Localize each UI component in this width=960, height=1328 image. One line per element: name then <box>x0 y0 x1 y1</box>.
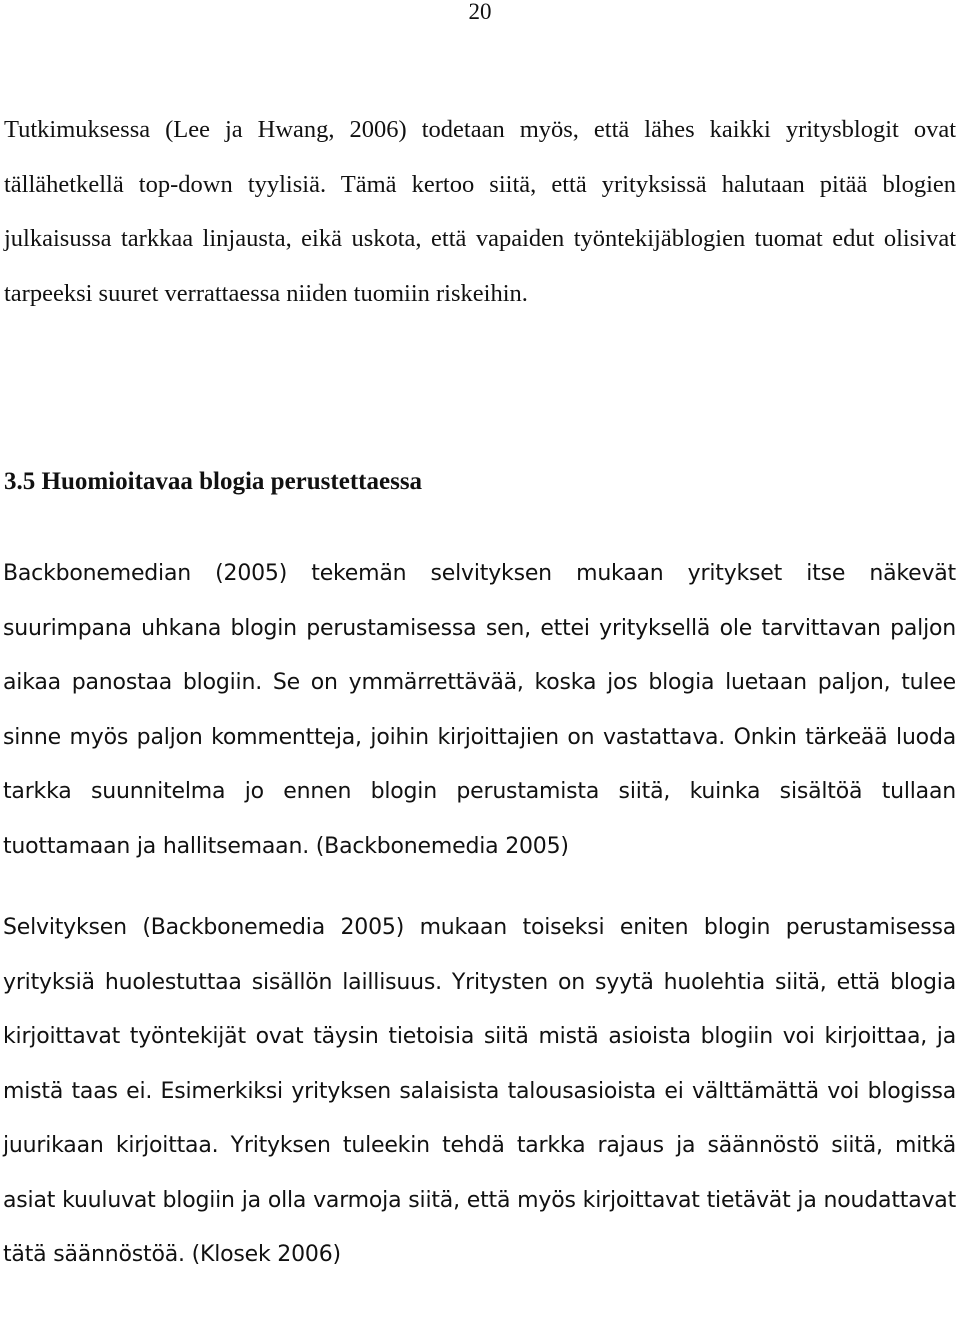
page-number: 20 <box>468 0 492 24</box>
paragraph-backbonemedia-time: Backbonemedian (2005) tekemän selvityksen mukaan yritykset itse näkevät suurimpana uhkana blogin perustamisessa sen, ettei yrityksellä ole tarvittavan paljon aikaa panostaa blogiin. Se on ymmärrettävää, koska jos blogia luetaan paljon, tulee sinne myös paljon kommentteja, joihin kirjoittajien on vastattava. Onkin tärkeää luoda tarkka suunnitelma jo ennen blogin perustamista siitä, kuinka sisältöä tullaan tuottamaan ja hallitsemaan. (Backbonemedia 2005) <box>3 561 956 859</box>
paragraph-lee-hwang: Tutkimuksessa (Lee ja Hwang, 2006) todetaan myös, että lähes kaikki yritysblogit ovat tällähetkellä top-down tyylisiä. Tämä kertoo siitä, että yrityksissä halutaan pitää blogien julkaisussa tarkkaa linjausta, eikä uskota, että vapaiden työntekijäblogien tuomat edut olisivat tarpeeksi suuret verrattaessa niiden tuomiin riskeihin. <box>4 116 956 307</box>
section-heading: 3.5 Huomioitavaa blogia perustettaessa <box>4 468 423 495</box>
paragraph-legality: Selvityksen (Backbonemedia 2005) mukaan toiseksi eniten blogin perustamisessa yrityksiä huolestuttaa sisällön laillisuus. Yritysten on syytä huolehtia siitä, että blogia kirjoittavat työntekijät ovat täysin tietoisia siitä mistä asioista blogiin voi kirjoittaa, ja mistä taas ei. Esimerkiksi yrityksen salaisista talousasioista ei välttämättä voi blogissa juurikaan kirjoittaa. Yrityksen tuleekin tehdä tarkka rajaus ja säännöstö siitä, mitkä asiat kuuluvat blogiin ja olla varmoja siitä, että myös kirjoittavat tietävät ja noudattavat tätä säännöstöä. (Klosek 2006) <box>3 915 956 1267</box>
